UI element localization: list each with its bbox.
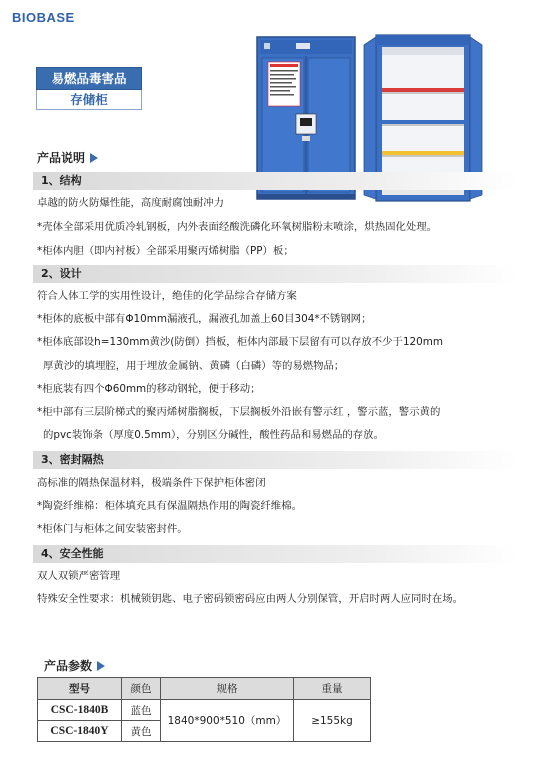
brand-logo: BIOBASE (12, 10, 75, 25)
table-header-weight: 重量 (294, 678, 371, 700)
table-header-model: 型号 (38, 678, 122, 700)
section-line: 的pvc装饰条（厚度0.5mm），分别区分碱性，酸性药品和易燃品的存放。 (43, 429, 384, 441)
product-title-box (36, 67, 142, 110)
table-cell-color: 黄色 (122, 721, 161, 742)
section-line: *壳体全部采用优质冷轧钢板，内外表面经酸洗磷化环氧树脂粉末喷涂，烘热固化处理。 (37, 221, 438, 233)
params-heading (44, 657, 105, 674)
table-header-spec: 规格 (161, 678, 294, 700)
section-line: *柜体门与柜体之间安装密封件。 (37, 523, 188, 535)
section-line: *柜底装有四个Φ60mm的移动钢轮，便于移动； (37, 383, 261, 395)
section-title: 3、密封隔热 (41, 453, 104, 466)
section-line: 特殊安全性要求：机械锁钥匙、电子密码锁密码应由两人分别保管，开启时两人应同时在场。 (37, 593, 464, 605)
section-title: 1、结构 (41, 174, 82, 187)
arrow-right-icon (90, 153, 98, 163)
table-cell-weight: ≥155kg (294, 700, 371, 742)
section-line: *柜体内胆（即内衬板）全部采用聚丙烯树脂（PP）板； (37, 245, 294, 257)
section-line: 厚黄沙的填埋腔，用于埋放金属钠、黄磷（白磷）等的易燃物品； (43, 360, 345, 372)
section-bar-sealing (33, 451, 517, 469)
description-heading (37, 149, 98, 166)
section-title: 2、设计 (41, 267, 82, 280)
product-title-line2: 存储柜 (36, 90, 142, 110)
table-cell-model: CSC-1840B (38, 700, 122, 721)
section-line: *柜中部有三层阶梯式的聚丙烯树脂搁板，下层搁板外沿嵌有警示红 ，警示蓝，警示黄的 (37, 406, 441, 418)
section-bar-structure (33, 172, 517, 190)
table-header-row (38, 678, 371, 700)
table-header-color: 颜色 (122, 678, 161, 700)
product-title-line1: 易燃品毒害品 (36, 67, 142, 90)
section-line: 双人双锁严密管理 (37, 570, 121, 582)
section-line: 高标准的隔热保温材料，极端条件下保护柜体密闭 (37, 477, 266, 489)
section-bar-design (33, 265, 517, 283)
section-bar-safety (33, 545, 517, 563)
section-line: 符合人体工学的实用性设计，绝佳的化学品综合存储方案 (37, 290, 297, 302)
section-line: *柜体的底板中部有Φ10mm漏液孔，漏液孔加盖上60目304*不锈钢网； (37, 313, 372, 325)
section-line: *陶瓷纤维棉：柜体填充具有保温隔热作用的陶瓷纤维棉。 (37, 500, 302, 512)
table-cell-color: 蓝色 (122, 700, 161, 721)
description-heading-text: 产品说明 (37, 151, 86, 165)
table-row (38, 700, 371, 721)
params-table (37, 677, 371, 742)
section-title: 4、安全性能 (41, 547, 104, 560)
arrow-right-icon (97, 661, 105, 671)
table-cell-model: CSC-1840Y (38, 721, 122, 742)
section-line: 卓越的防火防爆性能，高度耐腐蚀耐冲力 (37, 197, 225, 209)
params-heading-text: 产品参数 (44, 659, 93, 673)
section-line: *柜体底部设h=130mm黄沙(防倒）挡板，柜体内部最下层留有可以存放不少于120mm (37, 336, 444, 348)
table-cell-spec: 1840*900*510（mm） (161, 700, 294, 742)
